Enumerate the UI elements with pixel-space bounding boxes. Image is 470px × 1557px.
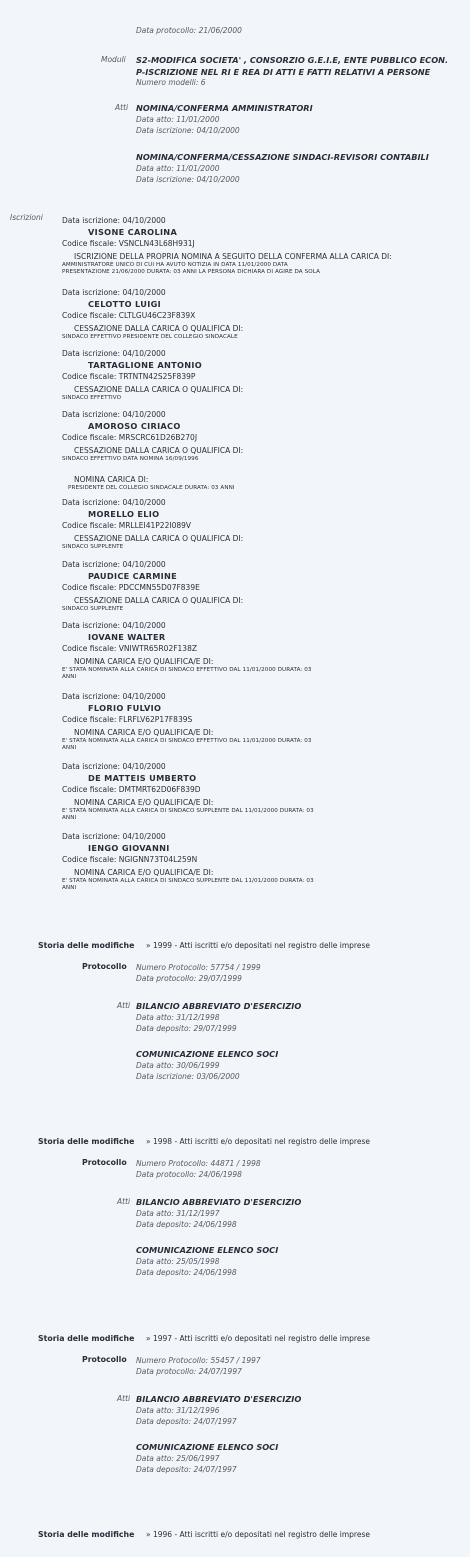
- codice-fiscale: Codice fiscale: DMTMRT62D06F839D: [62, 785, 201, 794]
- iscrizione-entry: [62, 288, 462, 341]
- atto-iscrizione: Data iscrizione: 03/06/2000: [136, 1072, 240, 1081]
- atto-data: Data atto: 11/01/2000: [136, 164, 220, 173]
- storia-header: » 1998 - Atti iscritti e/o depositati nel registro delle imprese: [146, 1137, 370, 1146]
- iscrizione-entry: [62, 410, 462, 492]
- carica-detail: SINDACO EFFETTIVO: [62, 395, 122, 401]
- atto-iscrizione: Data iscrizione: 04/10/2000: [136, 126, 240, 135]
- data-iscrizione: Data iscrizione: 04/10/2000: [62, 692, 166, 701]
- carica-head: NOMINA CARICA E/O QUALIFICA/E DI:: [74, 868, 214, 877]
- data-iscrizione: Data iscrizione: 04/10/2000: [62, 498, 166, 507]
- storia-label: Storia delle modifiche: [38, 941, 135, 950]
- atto-deposito: Data deposito: 24/07/1997: [136, 1417, 237, 1426]
- carica-head: CESSAZIONE DALLA CARICA O QUALIFICA DI:: [74, 385, 244, 394]
- data-iscrizione: Data iscrizione: 04/10/2000: [62, 410, 166, 419]
- person-name: CELOTTO LUIGI: [88, 299, 161, 309]
- atti-label: Atti: [117, 1394, 131, 1403]
- codice-fiscale: Codice fiscale: CLTLGU46C23F839X: [62, 311, 196, 320]
- carica-detail: SINDACO EFFETTIVO DATA NOMINA 16/09/1996: [62, 456, 199, 462]
- atto-iscrizione: Data iscrizione: 04/10/2000: [136, 175, 240, 184]
- carica-detail: ANNI: [62, 885, 77, 892]
- atti-label: Atti: [115, 103, 129, 112]
- iscrizione-entry: [62, 560, 462, 613]
- carica-detail: PRESENTAZIONE 21/06/2000 DURATA: 03 ANNI LA PERSONA DICHIARA DI AGIRE DA SOLA: [62, 269, 320, 276]
- atto-deposito: Data deposito: 24/06/1998: [136, 1268, 237, 1277]
- person-name: DE MATTEIS UMBERTO: [88, 773, 197, 783]
- carica-head: CESSAZIONE DALLA CARICA O QUALIFICA DI:: [74, 446, 244, 455]
- carica-detail: ANNI: [62, 815, 77, 822]
- carica-head: NOMINA CARICA E/O QUALIFICA/E DI:: [74, 798, 214, 807]
- person-name: MORELLO ELIO: [88, 509, 160, 519]
- numero-modelli: Numero modelli: 6: [136, 78, 206, 87]
- codice-fiscale: Codice fiscale: NGIGNN73T04L259N: [62, 855, 198, 864]
- data-iscrizione: Data iscrizione: 04/10/2000: [62, 288, 166, 297]
- person-name: IENGO GIOVANNI: [88, 843, 170, 853]
- codice-fiscale: Codice fiscale: VSNCLN43L68H931J: [62, 239, 195, 248]
- iscrizioni-label: Iscrizioni: [10, 213, 43, 222]
- data-iscrizione: Data iscrizione: 04/10/2000: [62, 349, 166, 358]
- storia-label: Storia delle modifiche: [38, 1137, 135, 1146]
- carica-head: NOMINA CARICA DI:: [74, 475, 149, 485]
- iscrizione-entry: [62, 498, 462, 551]
- carica-detail: AMMINISTRATORE UNICO DI CUI HA AVUTO NOTIZIA IN DATA 11/01/2000 DATA: [62, 262, 288, 268]
- iscrizione-entry: [62, 621, 462, 681]
- atto-data: Data atto: 30/06/1999: [136, 1061, 220, 1070]
- atto-data: Data atto: 11/01/2000: [136, 115, 220, 124]
- carica-detail: SINDACO SUPPLENTE: [62, 544, 124, 550]
- person-name: AMOROSO CIRIACO: [88, 421, 181, 431]
- iscrizione-entry: [62, 349, 462, 402]
- atto-title: BILANCIO ABBREVIATO D'ESERCIZIO: [136, 1001, 302, 1011]
- atto-data: Data atto: 31/12/1996: [136, 1406, 220, 1415]
- carica-detail: ANNI: [62, 745, 77, 752]
- atto-data: Data atto: 25/05/1998: [136, 1257, 220, 1266]
- carica-detail: E' STATA NOMINATA ALLA CARICA DI SINDACO SUPPLENTE DAL 11/01/2000 DURATA: 03: [62, 808, 314, 814]
- person-name: PAUDICE CARMINE: [88, 571, 178, 581]
- protocollo-label: Protocollo: [82, 962, 127, 971]
- codice-fiscale: Codice fiscale: MRSCRC61D26B270J: [62, 433, 198, 442]
- person-name: TARTAGLIONE ANTONIO: [88, 360, 203, 370]
- atto-data: Data atto: 25/06/1997: [136, 1454, 220, 1463]
- atto-data: Data atto: 31/12/1997: [136, 1209, 220, 1218]
- atto-data: Data atto: 31/12/1998: [136, 1013, 220, 1022]
- person-name: VISONE CAROLINA: [88, 227, 178, 237]
- numero-protocollo: Numero Protocollo: 44871 / 1998: [136, 1159, 261, 1168]
- atti-label: Atti: [117, 1001, 131, 1010]
- data-iscrizione: Data iscrizione: 04/10/2000: [62, 621, 166, 630]
- carica-detail: ANNI: [62, 674, 77, 681]
- carica-detail: E' STATA NOMINATA ALLA CARICA DI SINDACO EFFETTIVO DAL 11/01/2000 DURATA: 03: [62, 667, 312, 673]
- carica-head: CESSAZIONE DALLA CARICA O QUALIFICA DI:: [74, 324, 244, 333]
- codice-fiscale: Codice fiscale: FLRFLV62P17F839S: [62, 715, 193, 724]
- carica-head: ISCRIZIONE DELLA PROPRIA NOMINA A SEGUITO DELLA CONFERMA ALLA CARICA DI:: [74, 252, 392, 261]
- carica-detail: SINDACO EFFETTIVO PRESIDENTE DEL COLLEGIO SINDACALE: [62, 334, 238, 340]
- storia-header: » 1999 - Atti iscritti e/o depositati nel registro delle imprese: [146, 941, 370, 950]
- carica-detail: E' STATA NOMINATA ALLA CARICA DI SINDACO EFFETTIVO DAL 11/01/2000 DURATA: 03: [62, 738, 312, 744]
- atti-label: Atti: [117, 1197, 131, 1206]
- numero-protocollo: Numero Protocollo: 57754 / 1999: [136, 963, 261, 972]
- atto-title: COMUNICAZIONE ELENCO SOCI: [136, 1245, 279, 1255]
- storia-header: » 1997 - Atti iscritti e/o depositati nel registro delle imprese: [146, 1334, 370, 1343]
- moduli-label: Moduli: [101, 55, 126, 64]
- carica-detail: PRESIDENTE DEL COLLEGIO SINDACALE DURATA: 03 ANNI: [68, 485, 235, 492]
- person-name: IOVANE WALTER: [88, 632, 166, 642]
- data-protocollo: Data protocollo: 29/07/1999: [136, 974, 242, 983]
- numero-protocollo: Numero Protocollo: 55457 / 1997: [136, 1356, 261, 1365]
- data-iscrizione: Data iscrizione: 04/10/2000: [62, 216, 166, 225]
- data-iscrizione: Data iscrizione: 04/10/2000: [62, 560, 166, 569]
- carica-detail: SINDACO SUPPLENTE: [62, 606, 124, 612]
- codice-fiscale: Codice fiscale: MRLLEI41P22I089V: [62, 521, 192, 530]
- storia-label: Storia delle modifiche: [38, 1334, 135, 1343]
- data-iscrizione: Data iscrizione: 04/10/2000: [62, 762, 166, 771]
- atto-title: NOMINA/CONFERMA/CESSAZIONE SINDACI-REVISORI CONTABILI: [136, 152, 429, 162]
- carica-detail: E' STATA NOMINATA ALLA CARICA DI SINDACO SUPPLENTE DAL 11/01/2000 DURATA: 03: [62, 878, 314, 884]
- carica-head: NOMINA CARICA E/O QUALIFICA/E DI:: [74, 728, 214, 737]
- data-protocollo: Data protocollo: 24/06/1998: [136, 1170, 242, 1179]
- moduli-line2: P-ISCRIZIONE NEL RI E REA DI ATTI E FATTI RELATIVI A PERSONE: [136, 67, 431, 77]
- data-iscrizione: Data iscrizione: 04/10/2000: [62, 832, 166, 841]
- atto-title: BILANCIO ABBREVIATO D'ESERCIZIO: [136, 1197, 302, 1207]
- data-protocollo: Data protocollo: 24/07/1997: [136, 1367, 242, 1376]
- codice-fiscale: Codice fiscale: VNIWTR65R02F138Z: [62, 644, 197, 653]
- atto-deposito: Data deposito: 29/07/1999: [136, 1024, 237, 1033]
- moduli-line1: S2-MODIFICA SOCIETA' , CONSORZIO G.E.I.E, ENTE PUBBLICO ECON.: [136, 55, 449, 65]
- iscrizione-entry: [62, 832, 462, 892]
- atto-deposito: Data deposito: 24/07/1997: [136, 1465, 237, 1474]
- carica-head: CESSAZIONE DALLA CARICA O QUALIFICA DI:: [74, 596, 244, 605]
- atto-title: COMUNICAZIONE ELENCO SOCI: [136, 1442, 279, 1452]
- atto-title: COMUNICAZIONE ELENCO SOCI: [136, 1049, 279, 1059]
- atto-title: NOMINA/CONFERMA AMMINISTRATORI: [136, 103, 313, 113]
- protocollo-label: Protocollo: [82, 1355, 127, 1364]
- iscrizione-entry: [62, 216, 462, 276]
- codice-fiscale: Codice fiscale: TRTNTN42S25F839P: [62, 372, 196, 381]
- codice-fiscale: Codice fiscale: PDCCMN55D07F839E: [62, 583, 200, 592]
- iscrizione-entry: [62, 762, 462, 822]
- atto-title: BILANCIO ABBREVIATO D'ESERCIZIO: [136, 1394, 302, 1404]
- protocollo-label: Protocollo: [82, 1158, 127, 1167]
- storia-header: » 1996 - Atti iscritti e/o depositati nel registro delle imprese: [146, 1530, 370, 1539]
- atto-deposito: Data deposito: 24/06/1998: [136, 1220, 237, 1229]
- iscrizione-entry: [62, 692, 462, 752]
- data-protocollo: Data protocollo: 21/06/2000: [136, 26, 242, 35]
- carica-head: CESSAZIONE DALLA CARICA O QUALIFICA DI:: [74, 534, 244, 543]
- carica-head: NOMINA CARICA E/O QUALIFICA/E DI:: [74, 657, 214, 666]
- storia-label: Storia delle modifiche: [38, 1530, 135, 1539]
- person-name: FLORIO FULVIO: [88, 703, 162, 713]
